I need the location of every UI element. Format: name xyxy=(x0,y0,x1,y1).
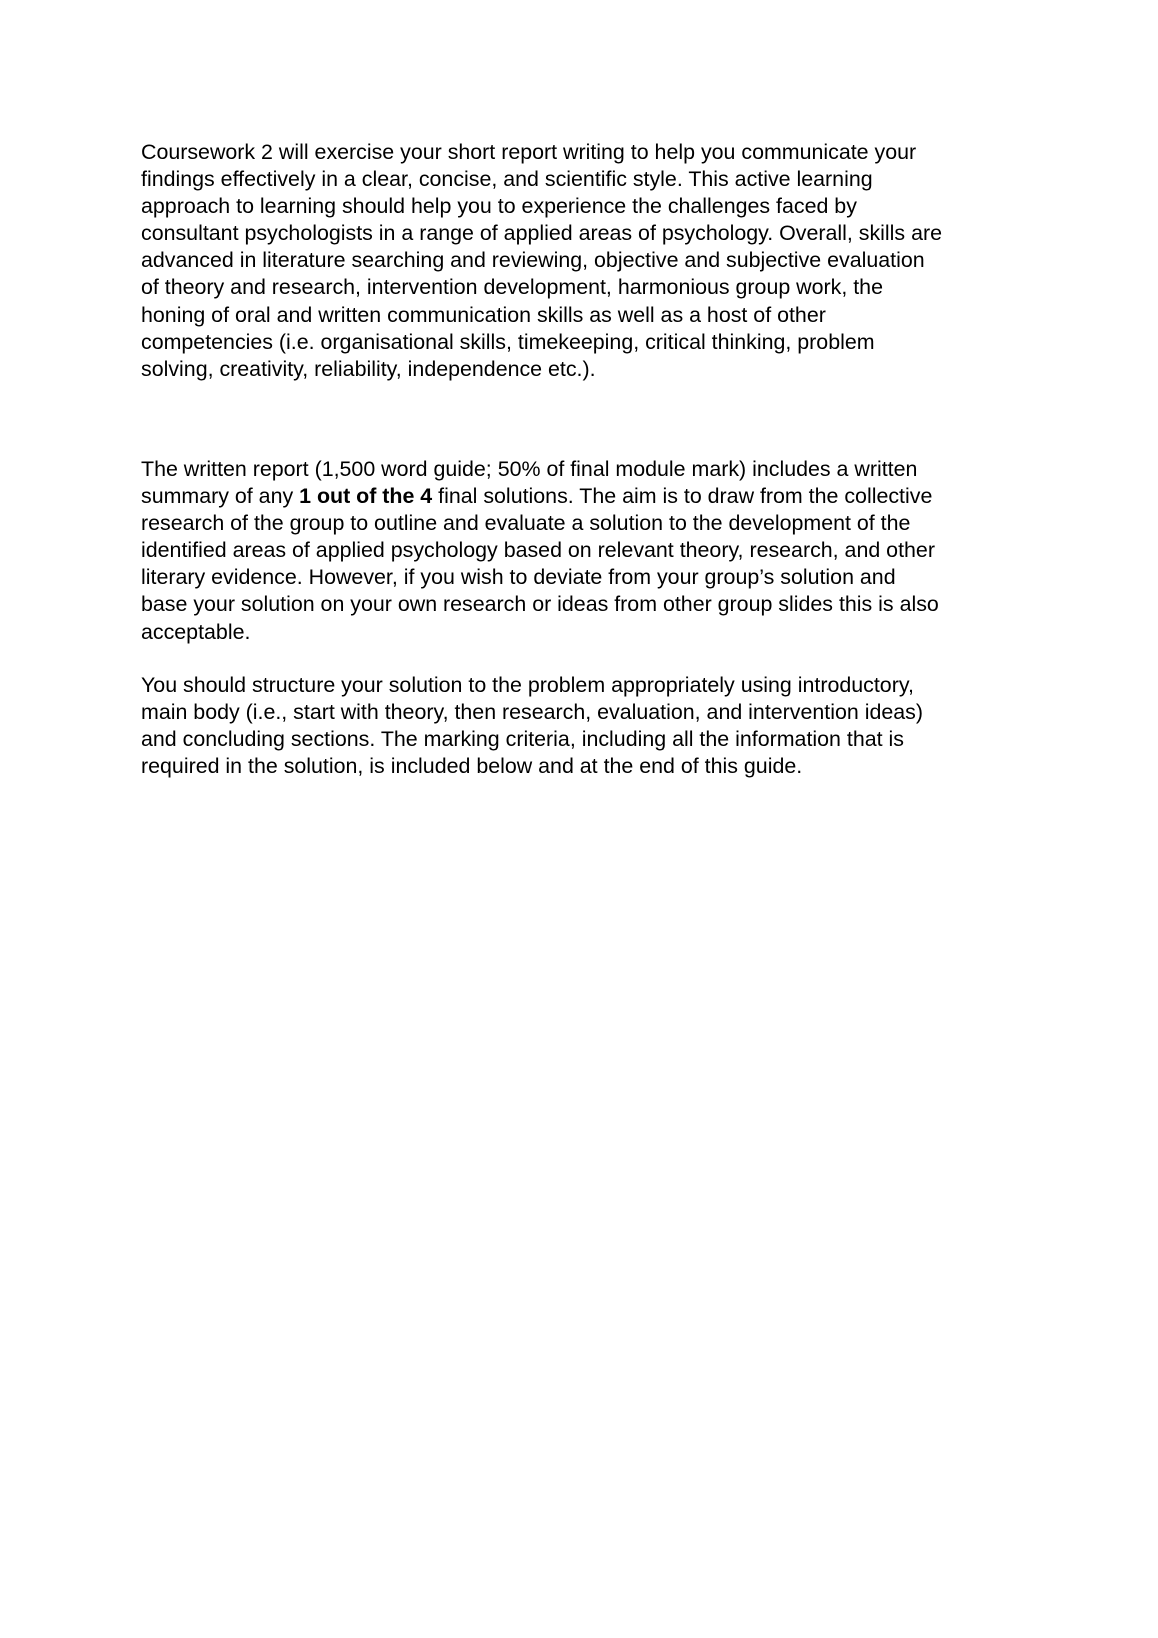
text-line: acceptable. xyxy=(141,619,251,644)
text-line: required in the solution, is included below and at the end of this guide. xyxy=(141,754,803,779)
text-line xyxy=(141,483,939,510)
text-line: main body (i.e., start with theory, then research, evaluation, and intervention ideas) xyxy=(141,700,923,725)
text-line: findings effectively in a clear, concise, and scientific style. This active learning xyxy=(141,167,873,192)
text-line: Coursework 2 will exercise your short report writing to help you communicate your xyxy=(141,140,917,164)
text-line: advanced in literature searching and reviewing, objective and subjective evaluation xyxy=(141,248,925,273)
text-line: You should structure your solution to the problem appropriately using introductory, xyxy=(141,673,914,697)
text-line: consultant psychologists in a range of applied areas of psychology. Overall, skills are xyxy=(141,221,942,246)
text-run: summary of any xyxy=(141,484,300,509)
text-line: base your solution on your own research or ideas from other group slides this is also xyxy=(141,592,939,617)
text-line: literary evidence. However, if you wish to deviate from your group’s solution and xyxy=(141,565,896,590)
text-line: identified areas of applied psychology based on relevant theory, research, and other xyxy=(141,538,935,563)
text-line: approach to learning should help you to experience the challenges faced by xyxy=(141,194,857,219)
paragraph-structure-guidance xyxy=(141,672,923,780)
text-line: competencies (i.e. organisational skills, timekeeping, critical thinking, problem xyxy=(141,329,875,354)
text-line: honing of oral and written communication skills as well as a host of other xyxy=(141,302,826,327)
text-line: The written report (1,500 word guide; 50% of final module mark) includes a written xyxy=(141,457,918,481)
text-line: and concluding sections. The marking criteria, including all the information that is xyxy=(141,727,904,752)
text-line: solving, creativity, reliability, independence etc.). xyxy=(141,356,596,381)
paragraph-coursework-overview xyxy=(141,139,942,383)
text-line: of theory and research, intervention development, harmonious group work, the xyxy=(141,275,883,300)
text-run: final solutions. The aim is to draw from the collective xyxy=(432,484,933,509)
text-line: research of the group to outline and evaluate a solution to the development of the xyxy=(141,511,911,536)
bold-emphasis: 1 out of the 4 xyxy=(299,484,433,509)
paragraph-written-report xyxy=(141,456,939,646)
